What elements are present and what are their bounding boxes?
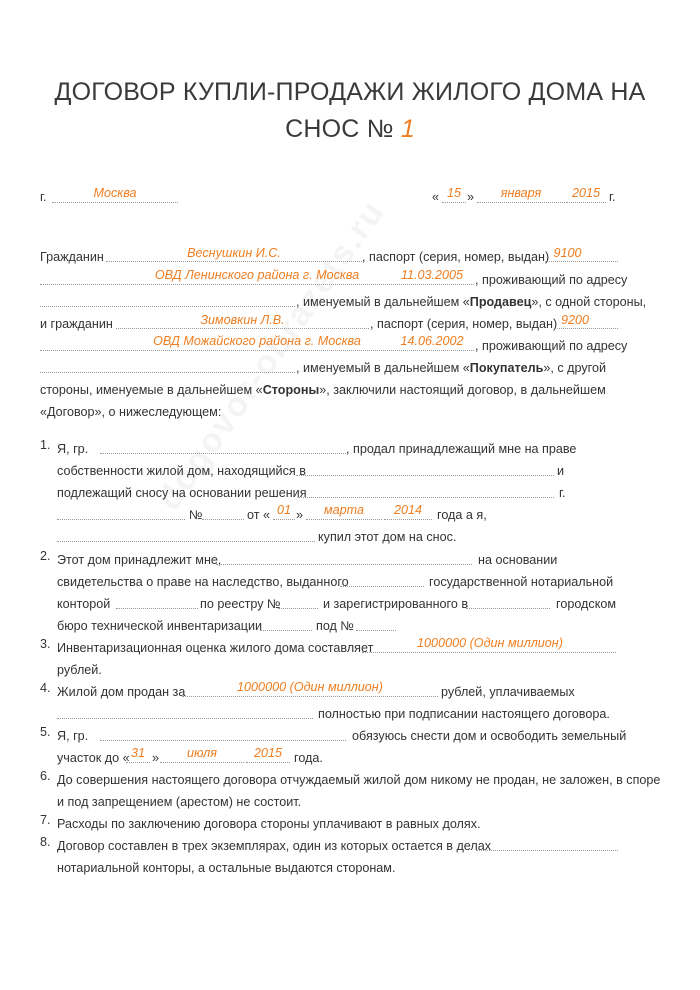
buyer-name-field[interactable]: Зимовкин Л.В. xyxy=(200,313,285,327)
document-title-line-2 xyxy=(40,115,660,144)
seller-address-line xyxy=(40,306,295,307)
clause-2-owner-line xyxy=(216,564,472,565)
clause-7-text: Расходы по заключению договора стороны уплачивают в равных долях. xyxy=(57,817,481,831)
clause-1-text: подлежащий сносу на основании решения xyxy=(57,486,307,500)
clause-5-text: участок до « xyxy=(57,751,130,765)
clause-1-text: собственности жилой дом, находящийся в xyxy=(57,464,306,478)
clause-2-registry-line xyxy=(278,608,318,609)
clause-1-text: и xyxy=(557,464,565,478)
clause-2-city-line xyxy=(466,608,550,609)
clause-1-year-line xyxy=(384,519,432,520)
clause-4-price-field[interactable]: 1000000 (Один миллион) xyxy=(237,680,383,694)
clause-2-text: Этот дом принадлежит мне, xyxy=(57,553,222,567)
clause-1-text: » xyxy=(296,508,304,522)
date-day-line xyxy=(442,202,466,203)
contract-reference-text: «Договор», о нижеследующем: xyxy=(40,405,222,419)
clause-1-text: от « xyxy=(247,508,270,522)
clause-4-price-line xyxy=(182,696,438,697)
buyer-role: Покупатель xyxy=(469,361,544,375)
clause-2-text: городском xyxy=(556,597,617,611)
clause-1-decision-line xyxy=(298,497,554,498)
clause-2-text: свидетельства о праве на наследство, выданного xyxy=(57,575,349,589)
contract-number: 1 xyxy=(400,115,415,143)
buyer-issuer-field[interactable]: ОВД Можайского района г. Москва xyxy=(153,334,361,348)
clause-5-buyer-line xyxy=(100,740,346,741)
clause-4-number: 4. xyxy=(40,681,51,695)
clause-3-value-line xyxy=(362,652,616,653)
city-field[interactable]: Москва xyxy=(93,186,137,200)
clause-2-text: конторой xyxy=(57,597,111,611)
clause-3-text: рублей. xyxy=(57,663,102,677)
clause-6-text: и под запрещением (арестом) не состоит. xyxy=(57,795,302,809)
buyer-issuer-line xyxy=(40,350,474,351)
clause-1-text: № xyxy=(189,508,203,522)
clause-1-text: года а я, xyxy=(437,508,487,522)
clause-1-text: Я, гр. xyxy=(57,442,89,456)
clause-5-year-line xyxy=(246,762,290,763)
clause-5-year-field[interactable]: 2015 xyxy=(253,746,283,760)
passport-label-1: , паспорт (серия, номер, выдан) xyxy=(362,250,550,264)
clause-2-text: бюро технической инвентаризации xyxy=(57,619,263,633)
city-prefix: г. xyxy=(40,190,47,204)
parties-text: стороны, именуемые в дальнейшем «Стороны», заключили настоящий договор, в дальнейшем xyxy=(40,383,606,397)
clause-1-month-line xyxy=(306,519,382,520)
citizen1-label: Гражданин xyxy=(40,250,104,264)
passport-label-2: , паспорт (серия, номер, выдан) xyxy=(370,317,558,331)
clause-2-text: на основании xyxy=(478,553,558,567)
clause-8-text: нотариальной конторы, а остальные выдаются сторонам. xyxy=(57,861,396,875)
date-quote-close: » xyxy=(467,190,475,204)
clause-1-location-line xyxy=(296,475,554,476)
clause-1-seller-line xyxy=(100,453,346,454)
buyer-address-line xyxy=(40,372,295,373)
clause-5-text: обязуюсь снести дом и освободить земельный xyxy=(352,729,627,743)
clause-8-text: Договор составлен в трех экземплярах, один из которых остается в делах xyxy=(57,839,492,853)
clause-5-text: года. xyxy=(294,751,323,765)
clause-3-number: 3. xyxy=(40,637,51,651)
seller-role-text: , именуемый в дальнейшем «Продавец», с одной стороны, xyxy=(296,295,647,309)
clause-8-office-line xyxy=(476,850,618,851)
clause-1-buyer-line xyxy=(57,541,315,542)
clause-1-day-line xyxy=(273,519,295,520)
clause-5-month-line xyxy=(160,762,244,763)
city-field-line xyxy=(52,202,178,203)
clause-1-text: , продал принадлежащий мне на праве xyxy=(346,442,577,456)
clause-1-month-field[interactable]: марта xyxy=(324,503,364,517)
clause-2-issue-line xyxy=(340,586,424,587)
clause-5-day-field[interactable]: 31 xyxy=(130,746,145,760)
date-quote-open: « xyxy=(432,190,440,204)
buyer-role-text: , именуемый в дальнейшем «Покупатель», с другой xyxy=(296,361,607,375)
clause-2-text: под № xyxy=(316,619,354,633)
citizen2-label: и гражданин xyxy=(40,317,113,331)
document-title-line-1: ДОГОВОР КУПЛИ-ПРОДАЖИ ЖИЛОГО ДОМА НА xyxy=(54,78,646,106)
clause-1-day-field[interactable]: 01 xyxy=(276,503,291,517)
clause-2-bureau-line xyxy=(260,630,312,631)
clause-2-text: государственной нотариальной xyxy=(429,575,614,589)
clause-2-registration-line xyxy=(356,630,396,631)
buyer-name-line xyxy=(116,328,369,329)
seller-role: Продавец xyxy=(469,295,532,309)
clause-4-payment-line xyxy=(57,718,313,719)
clause-6-number: 6. xyxy=(40,769,51,783)
clause-1-number: 1. xyxy=(40,438,51,452)
clause-8-number: 8. xyxy=(40,835,51,849)
clause-4-text: Жилой дом продан за xyxy=(57,685,186,699)
parties-role: Стороны xyxy=(262,383,320,397)
clause-4-text: полностью при подписании настоящего договора. xyxy=(318,707,610,721)
clause-2-number: 2. xyxy=(40,549,51,563)
seller-issuer-line xyxy=(40,284,474,285)
clause-5-text: Я, гр. xyxy=(57,729,89,743)
clause-5-text: » xyxy=(152,751,160,765)
clause-1-text: купил этот дом на снос. xyxy=(318,530,457,544)
clause-2-office-line xyxy=(116,608,198,609)
clause-3-value-field[interactable]: 1000000 (Один миллион) xyxy=(417,636,563,650)
seller-name-field[interactable]: Веснушкин И.С. xyxy=(187,246,281,260)
date-year-field[interactable]: 2015 xyxy=(571,186,601,200)
seller-name-line xyxy=(106,261,362,262)
seller-issue-date-field[interactable]: 11.03.2005 xyxy=(400,268,464,282)
clause-1-authority-line xyxy=(57,519,185,520)
clause-6-text: До совершения настоящего договора отчуждаемый жилой дом никому не продан, не заложен, в споре xyxy=(57,773,661,787)
date-year-line xyxy=(566,202,606,203)
seller-passport-line xyxy=(545,261,618,262)
residing-label-2: , проживающий по адресу xyxy=(475,339,628,353)
title-prefix: СНОС № xyxy=(285,115,394,143)
clause-1-decision-number-line xyxy=(202,519,244,520)
clause-5-month-field[interactable]: июля xyxy=(186,746,218,760)
clause-3-text: Инвентаризационная оценка жилого дома составляет xyxy=(57,641,374,655)
buyer-passport-line xyxy=(555,328,618,329)
date-day-field[interactable]: 15 xyxy=(446,186,461,200)
buyer-issue-date-field[interactable]: 14.06.2002 xyxy=(400,334,464,348)
clause-5-number: 5. xyxy=(40,725,51,739)
clause-2-text: и зарегистрированного в xyxy=(323,597,469,611)
clause-1-text: г. xyxy=(559,486,566,500)
seller-issuer-field[interactable]: ОВД Ленинского района г. Москва xyxy=(154,268,360,282)
residing-label-1: , проживающий по адресу xyxy=(475,273,628,287)
clause-2-text: по реестру № xyxy=(200,597,281,611)
clause-7-number: 7. xyxy=(40,813,51,827)
buyer-passport-field[interactable]: 9200 xyxy=(560,313,590,327)
date-month-line xyxy=(477,202,565,203)
clause-5-day-line xyxy=(126,762,150,763)
clause-4-text: рублей, уплачиваемых xyxy=(441,685,575,699)
date-month-field[interactable]: января xyxy=(500,186,542,200)
seller-passport-field[interactable]: 9100 xyxy=(553,246,582,260)
date-year-suffix: г. xyxy=(609,190,616,204)
clause-1-year-field[interactable]: 2014 xyxy=(393,503,423,517)
